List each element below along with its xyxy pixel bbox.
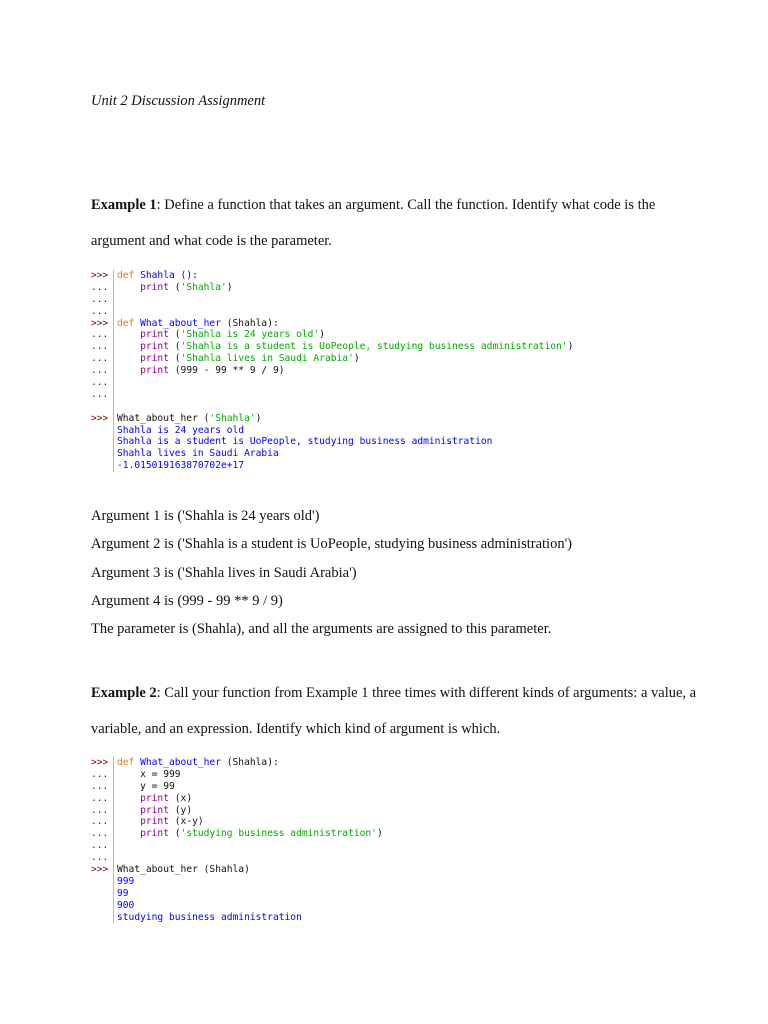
code-gutter-divider: [113, 318, 114, 330]
code-token: 'studying business administration': [180, 828, 377, 840]
code-gutter-divider: [113, 900, 114, 912]
code-line: [91, 413, 573, 425]
code-token: [117, 341, 140, 352]
code-text: [117, 413, 261, 425]
code-token: What_about_her (: [117, 412, 210, 424]
code-token: [117, 816, 140, 827]
code-token: 99: [117, 887, 129, 899]
code-token: What_about_her: [140, 317, 221, 329]
code-token: studying business administration: [117, 911, 302, 923]
code-gutter-divider: [113, 413, 114, 425]
code-token: [117, 353, 140, 364]
code-prompt: ...: [91, 377, 109, 389]
code-gutter-divider: [113, 816, 114, 828]
code-prompt: ...: [91, 852, 109, 864]
code-screenshot-1: [91, 270, 573, 472]
code-prompt: >>>: [91, 270, 109, 281]
code-token: -1.015019163870702e+17: [117, 460, 245, 472]
code-token: [117, 329, 140, 340]
code-line: [91, 816, 383, 828]
example-2-prompt: [91, 675, 711, 747]
argument-line-2: Argument 2 is ('Shahla is a student is UoPeople, studying business administration'): [91, 536, 573, 552]
code-line: [91, 852, 383, 864]
code-token: def: [117, 270, 135, 281]
code-text: [117, 353, 360, 365]
code-gutter-divider: [113, 781, 114, 793]
code-gutter-divider: [113, 828, 114, 840]
code-prompt: ...: [91, 281, 109, 293]
code-text: [117, 828, 383, 840]
argument-line-3: Argument 3 is ('Shahla lives in Saudi Arabia'): [91, 565, 357, 581]
code-token: y = 99: [117, 780, 175, 792]
code-prompt: >>>: [91, 412, 109, 424]
code-text: [117, 757, 279, 769]
code-gutter-divider: [113, 353, 114, 365]
code-gutter-divider: [113, 282, 114, 294]
code-token: print: [140, 365, 169, 377]
code-prompt: ...: [91, 365, 109, 377]
code-token: print: [140, 329, 169, 341]
code-prompt: [91, 448, 113, 460]
code-token: ): [567, 341, 574, 353]
code-token: print: [140, 353, 169, 365]
code-token: ): [353, 353, 360, 365]
code-gutter-divider: [113, 365, 114, 377]
code-gutter-divider: [113, 294, 114, 306]
code-gutter-divider: [113, 793, 114, 805]
code-prompt: >>>: [91, 864, 109, 876]
code-text: [117, 769, 181, 781]
code-token: ): [226, 281, 233, 293]
code-prompt: ...: [91, 768, 109, 780]
code-text: [117, 460, 244, 472]
code-line: [91, 377, 573, 389]
code-line: [91, 294, 573, 306]
code-token: 'Shahla': [180, 281, 227, 293]
code-token: Shahla is a student is UoPeople, studying business administration: [117, 436, 493, 448]
code-token: print: [140, 816, 169, 828]
code-token: [117, 828, 140, 839]
code-token: [117, 793, 140, 804]
code-token: def: [117, 757, 135, 768]
code-token: (Shahla):: [220, 317, 279, 329]
code-prompt: ...: [91, 792, 109, 804]
code-token: (: [169, 353, 181, 365]
code-line: [91, 306, 573, 318]
code-line: [91, 840, 383, 852]
code-prompt: ...: [91, 388, 109, 400]
code-prompt: [91, 436, 113, 448]
code-gutter-divider: [113, 888, 114, 900]
code-token: (: [169, 828, 181, 840]
code-gutter-divider: [113, 805, 114, 817]
code-token: What_about_her: [140, 757, 221, 768]
code-token: 999: [117, 875, 135, 887]
code-line: [91, 365, 573, 377]
code-line: [91, 781, 383, 793]
code-token: Shahla lives in Saudi Arabia: [117, 448, 279, 460]
code-prompt: [91, 912, 113, 924]
code-token: (: [169, 281, 181, 293]
code-token: Shahla is 24 years old: [117, 424, 245, 436]
code-prompt: ...: [91, 840, 109, 852]
code-token: def: [117, 317, 135, 329]
code-token: 'Shahla lives in Saudi Arabia': [180, 353, 354, 365]
code-text: [117, 805, 192, 817]
code-token: x = 999: [117, 768, 181, 780]
code-prompt: ...: [91, 305, 109, 317]
code-token: (: [169, 329, 181, 341]
code-gutter-divider: [113, 389, 114, 401]
code-line: [91, 329, 573, 341]
code-prompt: [91, 460, 113, 472]
code-prompt: >>>: [91, 757, 109, 768]
code-token: [117, 805, 140, 816]
code-token: (x-y): [169, 816, 204, 828]
code-text: [117, 341, 573, 353]
code-text: [117, 270, 198, 282]
code-gutter-divider: [113, 912, 114, 924]
code-gutter-divider: [113, 876, 114, 888]
code-token: print: [140, 792, 169, 804]
code-text: [117, 282, 233, 294]
code-gutter-divider: [113, 460, 114, 472]
code-gutter-divider: [113, 306, 114, 318]
code-text: [117, 436, 492, 448]
code-prompt: [91, 425, 113, 437]
code-gutter-divider: [113, 757, 114, 769]
example-2-label: Example 2: [91, 685, 157, 701]
code-prompt: ...: [91, 329, 109, 341]
code-token: print: [140, 804, 169, 816]
code-text: [117, 425, 244, 437]
example-1-label: Example 1: [91, 197, 157, 213]
code-line: [91, 389, 573, 401]
code-line: [91, 425, 573, 437]
code-token: ): [319, 329, 325, 341]
code-gutter-divider: [113, 864, 114, 876]
code-token: (Shahla):: [220, 757, 279, 768]
code-line: [91, 900, 383, 912]
code-text: [117, 900, 134, 912]
code-line: [91, 460, 573, 472]
parameter-line: The parameter is (Shahla), and all the arguments are assigned to this parameter.: [91, 621, 552, 637]
code-prompt: ...: [91, 816, 109, 828]
code-line: [91, 318, 573, 330]
code-token: (999 - 99 ** 9 / 9): [169, 365, 285, 377]
code-text: [117, 912, 302, 924]
code-gutter-divider: [113, 329, 114, 341]
code-prompt: [91, 900, 113, 912]
code-line: [91, 876, 383, 888]
code-line: [91, 448, 573, 460]
code-token: (: [169, 341, 181, 353]
code-text: [117, 888, 129, 900]
code-gutter-divider: [113, 769, 114, 781]
code-gutter-divider: [113, 377, 114, 389]
code-line: [91, 912, 383, 924]
code-gutter-divider: [113, 448, 114, 460]
code-prompt: ...: [91, 293, 109, 305]
code-line: [91, 805, 383, 817]
code-token: ): [376, 828, 383, 840]
code-token: print: [140, 828, 169, 840]
code-text: [117, 876, 134, 888]
code-gutter-divider: [113, 436, 114, 448]
code-token: Shahla: [140, 270, 175, 281]
code-token: (y): [169, 804, 193, 816]
document-title: Unit 2 Discussion Assignment: [91, 93, 266, 109]
code-token: print: [140, 281, 169, 293]
code-line: [91, 793, 383, 805]
code-prompt: ...: [91, 780, 109, 792]
code-prompt: [91, 876, 113, 888]
code-line: [91, 888, 383, 900]
argument-line-4: Argument 4 is (999 - 99 ** 9 / 9): [91, 593, 283, 609]
code-line: [91, 401, 573, 413]
code-prompt: [91, 888, 113, 900]
code-prompt: ...: [91, 804, 109, 816]
code-gutter-divider: [113, 425, 114, 437]
code-text: [117, 793, 192, 805]
code-gutter-divider: [113, 270, 114, 282]
code-prompt: [91, 401, 113, 413]
example-2-text: : Call your function from Example 1 three times with different kinds of arguments: a value, a variable, and an expression. Identify which kind of argument is which.: [91, 685, 697, 737]
code-token: ():: [174, 270, 198, 281]
code-prompt: ...: [91, 353, 109, 365]
code-text: [117, 448, 279, 460]
code-gutter-divider: [113, 401, 114, 413]
code-text: [117, 864, 250, 876]
code-token: (x): [169, 792, 193, 804]
code-line: [91, 828, 383, 840]
code-gutter-divider: [113, 852, 114, 864]
code-text: [117, 329, 325, 341]
code-line: [91, 353, 573, 365]
code-text: [117, 781, 175, 793]
code-token: [117, 282, 140, 293]
code-text: [117, 816, 204, 828]
code-line: [91, 757, 383, 769]
example-1-prompt: [91, 187, 711, 259]
code-gutter-divider: [113, 840, 114, 852]
code-gutter-divider: [113, 341, 114, 353]
code-token: ): [255, 412, 262, 424]
code-token: [117, 365, 140, 376]
code-prompt: >>>: [91, 317, 109, 329]
code-prompt: ...: [91, 341, 109, 353]
code-line: [91, 436, 573, 448]
code-screenshot-2: [91, 757, 383, 923]
argument-line-1: Argument 1 is ('Shahla is 24 years old'): [91, 508, 320, 524]
code-token: 'Shahla is a student is UoPeople, studying business administration': [180, 341, 568, 353]
code-token: 'Shahla': [209, 412, 256, 424]
code-line: [91, 864, 383, 876]
code-token: 900: [117, 899, 135, 911]
example-1-text: : Define a function that takes an argument. Call the function. Identify what code is the argument and what code is the parameter.: [91, 197, 656, 249]
code-token: 'Shahla is 24 years old': [180, 329, 320, 341]
code-line: [91, 769, 383, 781]
code-token: What_about_her (Shahla): [117, 864, 250, 876]
code-token: print: [140, 341, 169, 353]
code-line: [91, 270, 573, 282]
code-prompt: ...: [91, 828, 109, 840]
code-text: [117, 318, 279, 330]
code-line: [91, 282, 573, 294]
code-text: [117, 365, 285, 377]
code-line: [91, 341, 573, 353]
